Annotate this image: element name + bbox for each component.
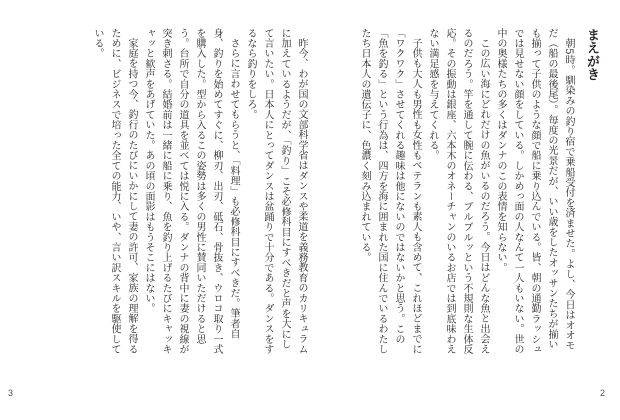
paragraph: 子供も大人も男性も女性もベテランも素人も含めて、これほどまでに「ワクワク」させてくれる趣味は他にないのではないかと思う。この「魚を釣る」という行為は、四方を海に囲まれた国に住んでいるわたしたち日本人の遺伝子に、色濃く刻み込まれている。 <box>359 28 421 355</box>
paragraph: 家庭を持つ今、釣行のたびにいかにして妻の許可、家族の理解を得るために、ビジネスで培った全ての能力、いや、言い訳スキルを駆使している。 <box>92 28 137 355</box>
page-number-left: 3 <box>8 388 14 398</box>
left-page-text <box>28 28 310 358</box>
paragraph: 朝5時。馴染みの釣り宿で乗船受付を済ませた。よし、今日はオオモだ（船の最後尾）。毎度の光景だが、いい歳をしたオッサンたちが揃いも揃って子供のような顔で船に乗り込んでいる。皆、朝の通勤ラッシュでは見せない顔をしている。しかめっ面の人なんて一人もいない。世の中の奥様たちの多くはダンナのこの表情を知らない。 <box>495 28 574 355</box>
chapter-title: まえがき <box>584 28 599 81</box>
right-page-text <box>320 28 600 358</box>
paragraph: さらに言わせてもらうと、「料理」も必修科目にすべきだ。筆者自身、釣りを始めてすぐに、柳刃、出刃、砥石、骨抜き、ウロコ取り一式を購入した。型から入るこの姿勢は多くの男性に賛同いただけると思う。台所で自分の道具を並べては悦に入る。ダンナの背中に妻の視線が突き刺さる。結婚前は一緒に船に乗り、魚を釣り上げるたびにキャッキャッと歓声をあげていた。あの頃の面影はもうそこにはない。 <box>143 28 239 355</box>
paragraph: 昨今、わが国の文部科学省はダンスや柔道を義務教育のカリキュラムに加えているようだが、「釣り」こそ必修科目にすべきだと声を大にして言いたい。日本人にとってダンスは盆踊りで十分である。ダンスをするなら釣りをしろ。 <box>245 28 307 355</box>
paragraph: この広い海にどれだけの魚がいるのだろう。今日はどんな魚と出会えるのだろう。竿を通して腕に伝わる、ブルブルッという不規則な生体反応。その振動は銀座、六本木のオネーチャンのいるお店では到底味わえない満足感を与えてくれる。 <box>427 28 489 355</box>
page-number-right: 2 <box>600 388 606 398</box>
